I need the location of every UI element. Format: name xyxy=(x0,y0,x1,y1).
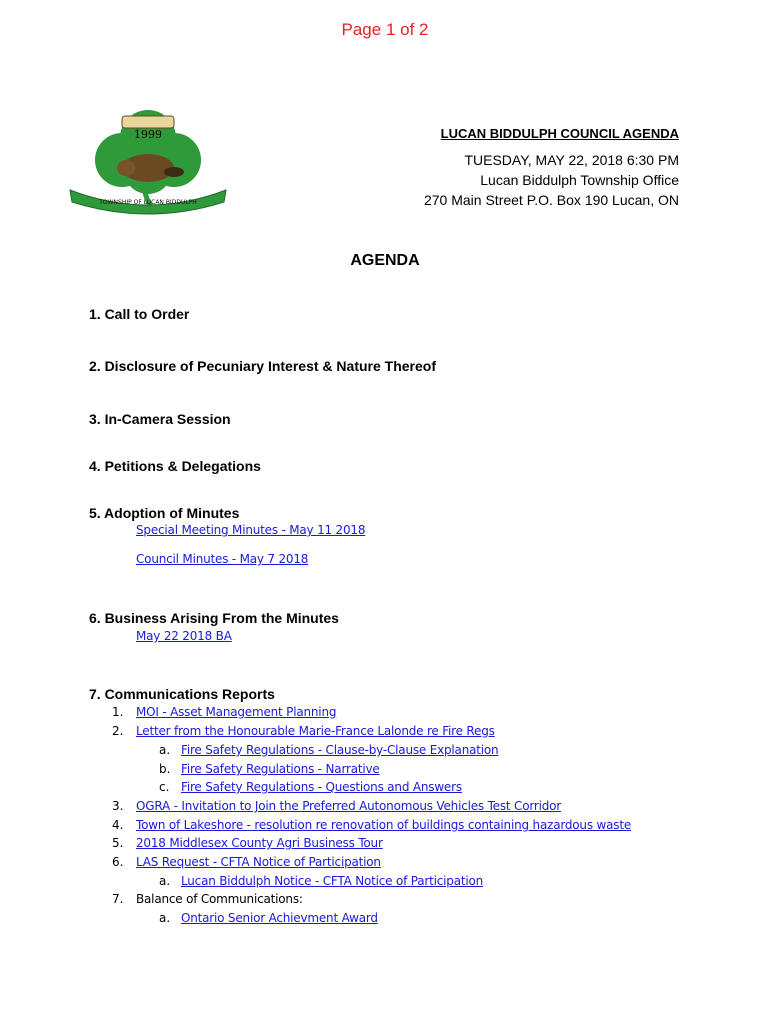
agenda-title: AGENDA xyxy=(350,252,420,269)
communication-link[interactable]: 2018 Middlesex County Agri Business Tour xyxy=(136,836,383,850)
list-letter: c. xyxy=(159,780,170,794)
council-agenda-heading: LUCAN BIDDULPH COUNCIL AGENDA xyxy=(440,126,679,141)
list-letter: a. xyxy=(159,911,171,925)
meeting-header xyxy=(424,124,679,210)
meeting-location: Lucan Biddulph Township Office xyxy=(480,172,679,188)
communication-sublink[interactable]: Fire Safety Regulations - Narrative xyxy=(181,762,380,776)
section-disclosure: 2. Disclosure of Pecuniary Interest & Nature Thereof xyxy=(89,358,436,374)
list-letter: a. xyxy=(159,743,171,757)
communication-link[interactable]: OGRA - Invitation to Join the Preferred Autonomous Vehicles Test Corridor xyxy=(136,799,562,813)
communication-link[interactable]: Letter from the Honourable Marie-France Lalonde re Fire Regs xyxy=(136,724,495,738)
section-petitions: 4. Petitions & Delegations xyxy=(89,458,261,474)
meeting-date: TUESDAY, MAY 22, 2018 6:30 PM xyxy=(464,152,679,168)
communication-link[interactable]: Town of Lakeshore - resolution re renovation of buildings containing hazardous waste xyxy=(136,818,632,832)
list-letter: a. xyxy=(159,874,171,888)
section-adoption-of-minutes: 5. Adoption of Minutes xyxy=(89,505,240,521)
list-number: 3. xyxy=(112,799,124,813)
communication-sublink[interactable]: Lucan Biddulph Notice - CFTA Notice of Participation xyxy=(181,874,484,888)
meeting-address: 270 Main Street P.O. Box 190 Lucan, ON xyxy=(423,192,679,208)
section-call-to-order: 1. Call to Order xyxy=(89,306,190,322)
logo-year: 1999 xyxy=(134,128,162,141)
communication-sublink[interactable]: Fire Safety Regulations - Questions and Answers xyxy=(181,780,462,794)
section-business-arising: 6. Business Arising From the Minutes xyxy=(89,610,339,626)
balance-of-communications: Balance of Communications: xyxy=(136,892,303,906)
list-number: 5. xyxy=(112,836,124,850)
section-communications: 7. Communications Reports xyxy=(89,686,275,702)
business-arising-link[interactable]: May 22 2018 BA xyxy=(136,629,232,643)
minutes-link-council[interactable]: Council Minutes - May 7 2018 xyxy=(136,552,309,566)
section-in-camera: 3. In-Camera Session xyxy=(89,411,231,427)
communication-sublink[interactable]: Fire Safety Regulations - Clause-by-Clause Explanation xyxy=(181,743,499,757)
list-number: 6. xyxy=(112,855,124,869)
township-logo xyxy=(66,108,230,218)
list-letter: b. xyxy=(159,762,171,776)
page-indicator: Page 1 of 2 xyxy=(341,20,429,39)
list-number: 7. xyxy=(112,892,124,906)
communication-sublink[interactable]: Ontario Senior Achievment Award xyxy=(181,911,378,925)
logo-banner-text: TOWNSHIP OF LUCAN BIDDULPH xyxy=(99,199,197,206)
communication-link[interactable]: LAS Request - CFTA Notice of Participation xyxy=(136,855,381,869)
list-number: 1. xyxy=(112,705,124,719)
list-number: 2. xyxy=(112,724,124,738)
communication-link[interactable]: MOI - Asset Management Planning xyxy=(136,705,337,719)
list-number: 4. xyxy=(112,818,124,832)
minutes-link-special-meeting[interactable]: Special Meeting Minutes - May 11 2018 xyxy=(136,523,366,537)
